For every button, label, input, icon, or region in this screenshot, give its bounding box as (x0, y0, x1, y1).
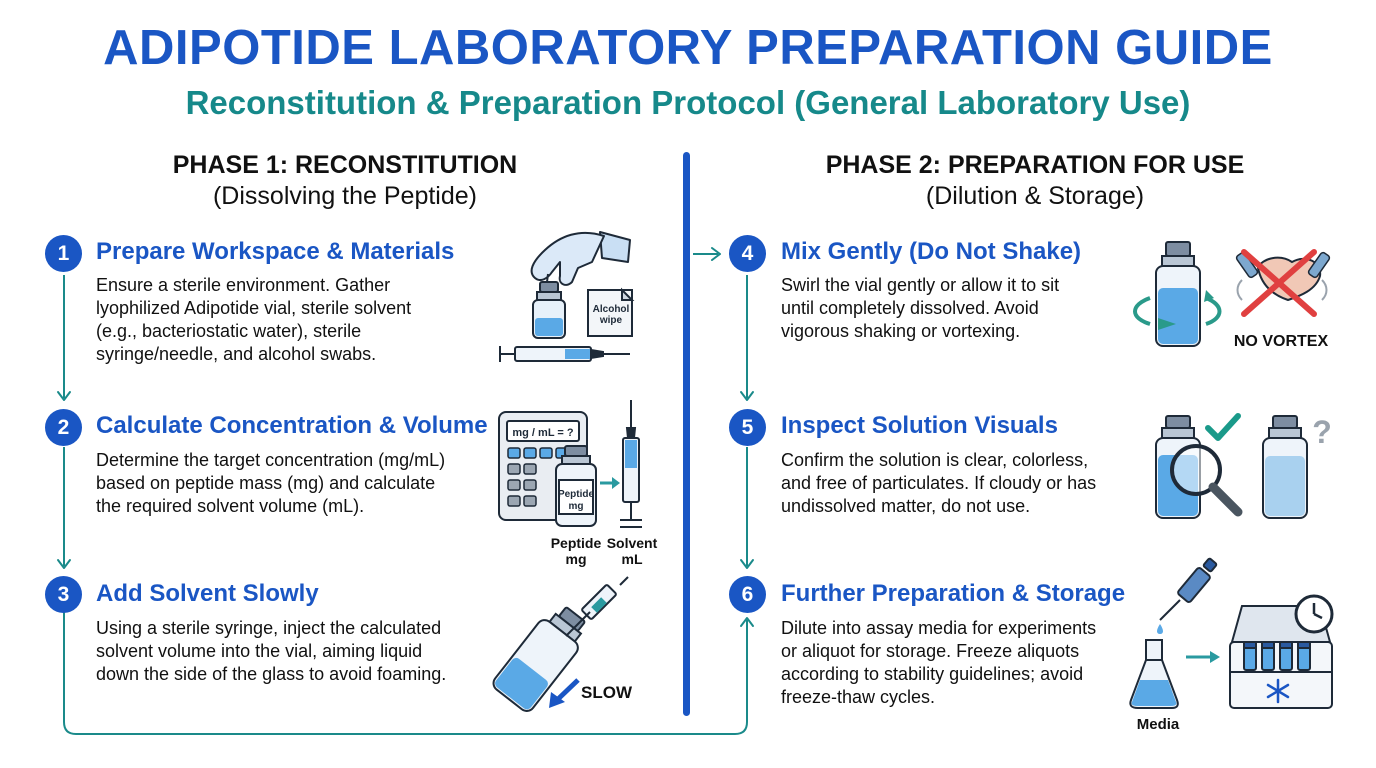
step-5-line: Confirm the solution is clear, colorless, (781, 450, 1089, 470)
question-mark-icon: ? (1312, 414, 1332, 450)
solvent-caption-line1: Solvent (606, 535, 658, 551)
step-2-line: Determine the target concentration (mg/mL) (96, 450, 446, 470)
wipe-label-line1: Alcohol (592, 304, 630, 315)
arrow-to-freezer-icon (1186, 651, 1220, 663)
step-4-line: vigorous shaking or vortexing. (781, 321, 1021, 341)
phase-1-title: PHASE 1: RECONSTITUTION (172, 151, 518, 179)
clock-icon (1296, 596, 1332, 632)
step-2-title: Calculate Concentration & Volume (96, 412, 488, 439)
step-1-line: lyophilized Adipotide vial, sterile solvent (96, 298, 412, 318)
step-2-number: 2 (45, 409, 82, 446)
droplet-icon (1157, 624, 1163, 634)
step-1-line: syringe/needle, and alcohol swabs. (96, 344, 377, 364)
phase-1-caption: (Dissolving the Peptide) (212, 182, 477, 210)
step-1-line: Ensure a sterile environment. Gather (96, 275, 391, 295)
media-label: Media (1136, 716, 1180, 733)
step-2-line: based on peptide mass (mg) and calculate (96, 473, 436, 493)
page-title: ADIPOTIDE LABORATORY PREPARATION GUIDE (103, 21, 1273, 75)
peptide-caption-line1: Peptide (550, 535, 602, 551)
step-6-line: or aliquot for storage. Freeze aliquots (781, 641, 1080, 661)
step-6-line: freeze-thaw cycles. (781, 687, 936, 707)
step-2-line: the required solvent volume (mL). (96, 496, 365, 516)
step-5-line: and free of particulates. If cloudy or has (781, 473, 1097, 493)
no-vortex-label: NO VORTEX (1233, 333, 1329, 350)
step-6-title: Further Preparation & Storage (781, 580, 1126, 607)
step-3-line: Using a sterile syringe, inject the calculated (96, 618, 442, 638)
peptide-caption-line2: mg (565, 551, 587, 567)
step-6-number: 6 (729, 576, 766, 613)
step-4-number: 4 (729, 235, 766, 272)
step-4-title: Mix Gently (Do Not Shake) (781, 238, 1082, 265)
step-3-title: Add Solvent Slowly (96, 580, 319, 607)
calculator-display: mg / mL = ? (512, 427, 574, 439)
page-subtitle: Reconstitution & Preparation Protocol (General Laboratory Use) (185, 84, 1191, 121)
vial-label-line1: Peptide (557, 489, 595, 500)
vial-label-line2: mg (568, 501, 584, 512)
step-6-line: according to stability guidelines; avoid (781, 664, 1084, 684)
step-1-title: Prepare Workspace & Materials (96, 238, 455, 265)
media-flask-icon (1130, 640, 1178, 708)
step-4-line: until completely dissolved. Avoid (781, 298, 1039, 318)
step-3-line: down the side of the glass to avoid foaming. (96, 664, 447, 684)
phase-2-title: PHASE 2: PREPARATION FOR USE (825, 151, 1245, 179)
phase-2-caption: (Dilution & Storage) (925, 182, 1145, 210)
step-5-title: Inspect Solution Visuals (781, 412, 1058, 439)
slow-label: SLOW (581, 683, 632, 702)
step-4-line: Swirl the vial gently or allow it to sit (781, 275, 1060, 295)
step-1-number: 1 (45, 235, 82, 272)
step-3-line: solvent volume into the vial, aiming liquid (96, 641, 423, 661)
solvent-caption-line2: mL (621, 551, 643, 567)
step-3-number: 3 (45, 576, 82, 613)
wipe-label-line2: wipe (599, 315, 623, 326)
step-1-line: (e.g., bacteriostatic water), sterile (96, 321, 362, 341)
step-6-line: Dilute into assay media for experiments (781, 618, 1097, 638)
pipette-icon (1160, 558, 1217, 620)
step-5-number: 5 (729, 409, 766, 446)
step-5-line: undissolved matter, do not use. (781, 496, 1031, 516)
